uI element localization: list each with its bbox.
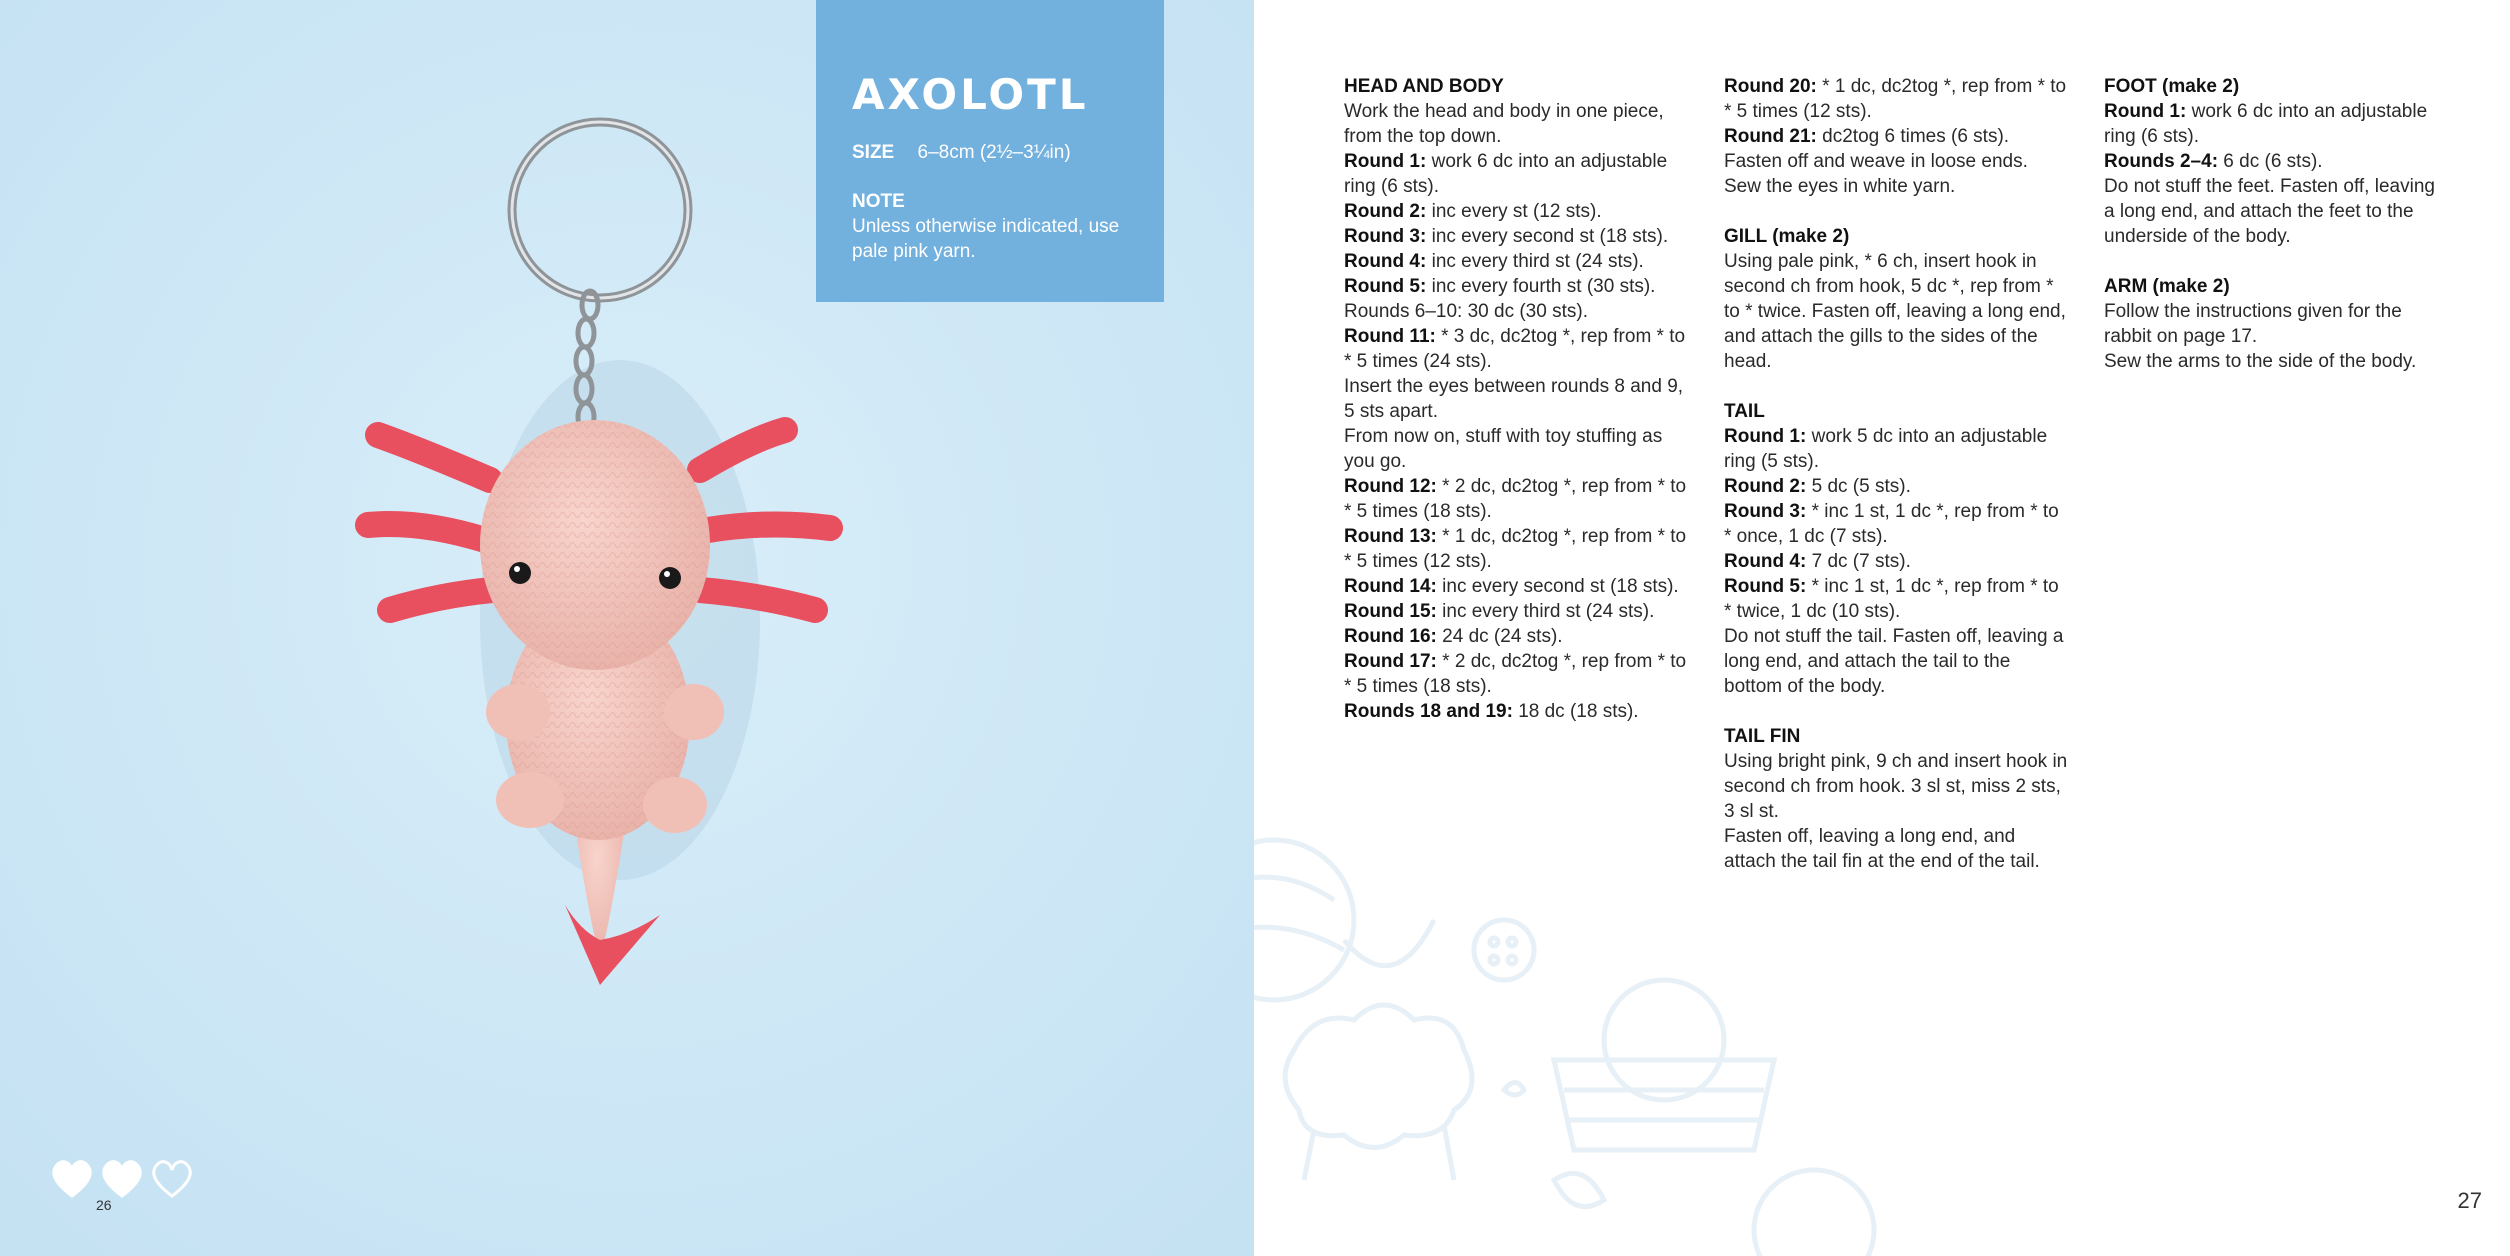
pattern-round xyxy=(1344,274,1689,299)
pattern-round xyxy=(1344,224,1689,249)
size-label: SIZE xyxy=(852,142,895,163)
pattern-round xyxy=(1724,574,2069,624)
pattern-round xyxy=(1344,474,1689,524)
round-label: Round 5: xyxy=(1344,276,1427,297)
heart-filled-icon xyxy=(104,1162,141,1196)
round-label: Round 2: xyxy=(1724,476,1807,497)
instruction-text: Rounds 6–10: 30 dc (30 sts). xyxy=(1344,301,1588,322)
pattern-round xyxy=(1724,124,2069,149)
instruction-text: Sew the arms to the side of the body. xyxy=(2104,351,2417,372)
round-instruction: 7 dc (7 sts). xyxy=(1806,551,1911,572)
round-instruction: inc every second st (18 sts). xyxy=(1426,226,1669,247)
pattern-round xyxy=(1344,574,1689,599)
pattern-round xyxy=(1724,424,2069,474)
round-instruction: 6 dc (6 sts). xyxy=(2218,151,2323,172)
round-label: Round 1: xyxy=(1344,151,1427,172)
round-label: Round 20: xyxy=(1724,76,1817,97)
round-label: Round 2: xyxy=(1344,201,1427,222)
instruction-text: From now on, stuff with toy stuffing as you go. xyxy=(1344,426,1663,472)
heart-outline-icon xyxy=(154,1162,191,1196)
note-text: Unless otherwise indicated, use pale pink yarn. xyxy=(852,215,1120,262)
pattern-round xyxy=(1724,74,2069,124)
round-label: Round 3: xyxy=(1344,226,1427,247)
round-instruction: * inc 1 st, 1 dc *, rep from * to * twice, 1 dc (10 sts). xyxy=(1724,576,2059,622)
instruction-text: Using pale pink, * 6 ch, insert hook in second ch from hook, 5 dc *, rep from * to * twice. Fasten off, leaving a long end, and attach the gills to the sides of the head. xyxy=(1724,251,2066,372)
round-label: Round 16: xyxy=(1344,626,1437,647)
round-instruction: inc every st (12 sts). xyxy=(1426,201,1602,222)
right-arm xyxy=(664,684,724,740)
column-1 xyxy=(1344,74,1689,724)
page-number-left: 26 xyxy=(96,1197,112,1213)
size-line xyxy=(852,142,1128,165)
round-label: Round 14: xyxy=(1344,576,1437,597)
size-value: 6–8cm (2½–3¼in) xyxy=(917,142,1071,163)
pattern-round xyxy=(1344,324,1689,374)
round-instruction: 24 dc (24 sts). xyxy=(1436,626,1563,647)
page-title: AXOLOTL xyxy=(852,70,1089,119)
instruction-text: Follow the instructions given for the rabbit on page 17. xyxy=(2104,301,2402,347)
section-heading: FOOT (make 2) xyxy=(2104,76,2240,97)
pattern-round xyxy=(2104,99,2449,149)
left-eye xyxy=(509,562,531,584)
pattern-round xyxy=(1344,199,1689,224)
round-label: Round 15: xyxy=(1344,601,1437,622)
round-instruction: work 6 dc into an adjustable ring (6 sts). xyxy=(1344,151,1668,197)
round-label: Round 1: xyxy=(1724,426,1807,447)
section-heading: ARM (make 2) xyxy=(2104,276,2230,297)
spacer xyxy=(1724,374,2069,399)
round-label: Round 5: xyxy=(1724,576,1807,597)
round-instruction: inc every fourth st (30 sts). xyxy=(1426,276,1656,297)
round-label: Round 4: xyxy=(1724,551,1807,572)
section-heading: TAIL xyxy=(1724,401,1765,422)
round-label: Round 13: xyxy=(1344,526,1437,547)
round-instruction: * 2 dc, dc2tog *, rep from * to * 5 times (18 sts). xyxy=(1344,476,1687,522)
instruction-text: Do not stuff the tail. Fasten off, leaving a long end, and attach the tail to the bottom of the body. xyxy=(1724,626,2064,697)
round-label: Rounds 18 and 19: xyxy=(1344,701,1513,722)
pattern-round xyxy=(2104,149,2449,174)
pattern-round xyxy=(1344,249,1689,274)
round-instruction: 5 dc (5 sts). xyxy=(1806,476,1911,497)
round-instruction: 18 dc (18 sts). xyxy=(1512,701,1639,722)
pattern-round xyxy=(1724,549,2069,574)
round-label: Round 17: xyxy=(1344,651,1437,672)
difficulty-rating xyxy=(48,1152,208,1216)
round-instruction: inc every third st (24 sts). xyxy=(1426,251,1644,272)
pattern-round xyxy=(1344,699,1689,724)
pattern-round xyxy=(1344,524,1689,574)
round-instruction: * 1 dc, dc2tog *, rep from * to * 5 times (12 sts). xyxy=(1344,526,1687,572)
instruction-text: Using bright pink, 9 ch and insert hook in second ch from hook. 3 sl st, miss 2 sts, 3 sl st. xyxy=(1724,751,2068,822)
spacer xyxy=(2104,249,2449,274)
round-instruction: work 6 dc into an adjustable ring (6 sts). xyxy=(2104,101,2428,147)
round-label: Rounds 2–4: xyxy=(2104,151,2219,172)
pattern-round xyxy=(1724,474,2069,499)
round-label: Round 11: xyxy=(1344,326,1436,347)
instruction-text: Fasten off and weave in loose ends. Sew the eyes in white yarn. xyxy=(1724,151,2028,197)
column-3 xyxy=(2104,74,2449,374)
pattern-round xyxy=(1344,149,1689,199)
pattern-round xyxy=(1344,599,1689,624)
section-heading: GILL (make 2) xyxy=(1724,226,1850,247)
left-foot xyxy=(496,772,564,828)
instruction-text: Do not stuff the feet. Fasten off, leaving a long end, and attach the feet to the underside of the body. xyxy=(2104,176,2435,247)
heart-filled-icon xyxy=(54,1162,91,1196)
column-2 xyxy=(1724,74,2069,874)
round-instruction: inc every third st (24 sts). xyxy=(1436,601,1655,622)
instruction-text: Insert the eyes between rounds 8 and 9, 5 sts apart. xyxy=(1344,376,1684,422)
page-number-right: 27 xyxy=(2457,1188,2482,1213)
right-foot xyxy=(643,777,707,833)
round-label: Round 1: xyxy=(2104,101,2187,122)
round-instruction: * 2 dc, dc2tog *, rep from * to * 5 times (18 sts). xyxy=(1344,651,1687,697)
round-instruction: * inc 1 st, 1 dc *, rep from * to * once, 1 dc (7 sts). xyxy=(1724,501,2059,547)
round-instruction: inc every second st (18 sts). xyxy=(1436,576,1679,597)
round-instruction: dc2tog 6 times (6 sts). xyxy=(1816,126,2010,147)
spacer xyxy=(1724,699,2069,724)
instruction-text: Work the head and body in one piece, from the top down. xyxy=(1344,101,1664,147)
section-heading: TAIL FIN xyxy=(1724,726,1801,747)
left-page xyxy=(0,0,1254,1256)
round-label: Round 21: xyxy=(1724,126,1817,147)
left-arm xyxy=(486,684,550,740)
round-label: Round 3: xyxy=(1724,501,1807,522)
round-label: Round 12: xyxy=(1344,476,1437,497)
round-instruction: * 3 dc, dc2tog *, rep from * to * 5 times (24 sts). xyxy=(1344,326,1686,372)
pattern-round xyxy=(1344,624,1689,649)
pattern-round xyxy=(1344,649,1689,699)
instruction-text: Fasten off, leaving a long end, and attach the tail fin at the end of the tail. xyxy=(1724,826,2040,872)
round-label: Round 4: xyxy=(1344,251,1427,272)
title-box xyxy=(816,0,1164,302)
right-eye xyxy=(659,567,681,589)
section-heading: HEAD AND BODY xyxy=(1344,76,1504,97)
note-label: NOTE xyxy=(852,190,905,212)
spacer xyxy=(1724,199,2069,224)
pattern-round xyxy=(1724,499,2069,549)
right-page xyxy=(1254,0,2510,1256)
round-instruction: * 1 dc, dc2tog *, rep from * to * 5 times (12 sts). xyxy=(1724,76,2067,122)
round-instruction: work 5 dc into an adjustable ring (5 sts). xyxy=(1724,426,2048,472)
